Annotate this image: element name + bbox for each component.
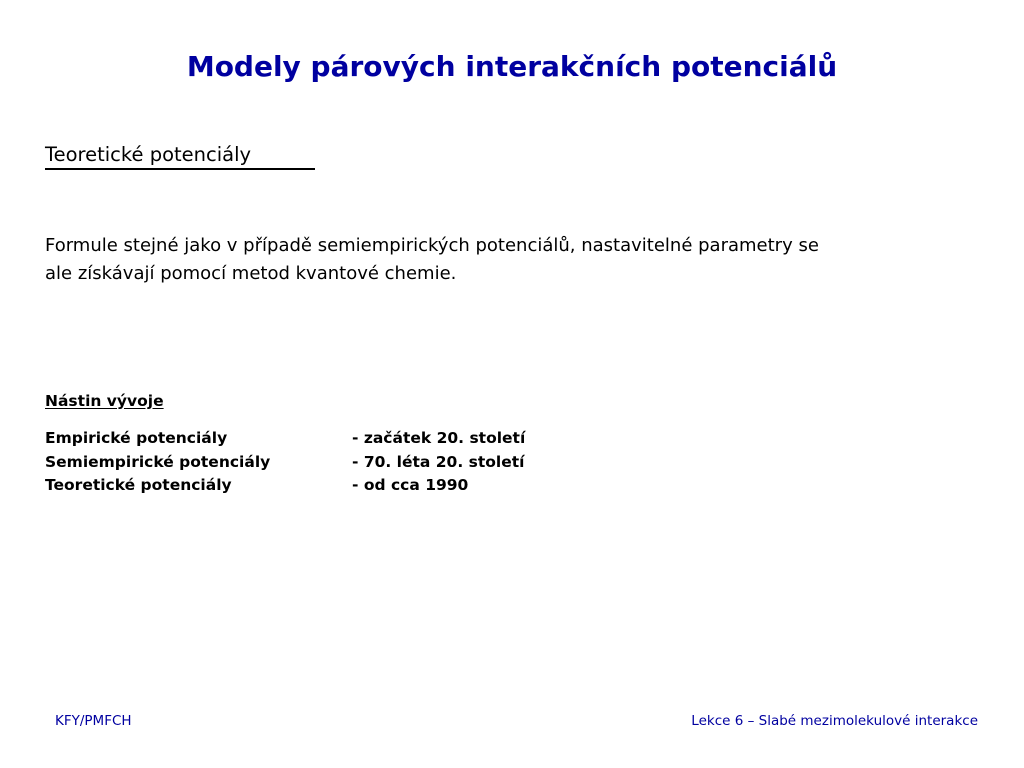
- slide-title: Modely párových interakčních potenciálů: [186, 50, 838, 83]
- body-paragraph: [45, 232, 975, 288]
- timeline-name: Empirické potenciály: [45, 429, 228, 447]
- footer-course-code: KFY/PMFCH: [55, 713, 132, 729]
- footer-lecture-title: Lekce 6 – Slabé mezimolekulové interakce: [691, 713, 978, 729]
- outline-heading: Nástin vývoje: [45, 392, 164, 410]
- subtitle-underline: [45, 168, 315, 170]
- timeline-row: [45, 451, 525, 475]
- body-line-2: ale získávají pomocí metod kvantové chemie.: [45, 263, 457, 284]
- timeline-name: Teoretické potenciály: [45, 476, 232, 494]
- timeline-list: [45, 427, 525, 498]
- timeline-row: [45, 427, 525, 451]
- timeline-name: Semiempirické potenciály: [45, 452, 271, 471]
- timeline-period: - od cca 1990: [352, 476, 469, 494]
- body-line-1: Formule stejné jako v případě semiempirických potenciálů, nastavitelné parametry se: [45, 235, 819, 256]
- timeline-row: [45, 474, 525, 498]
- section-subtitle: Teoretické potenciály: [45, 143, 252, 166]
- timeline-period: - začátek 20. století: [352, 429, 526, 447]
- timeline-period: - 70. léta 20. století: [352, 452, 525, 471]
